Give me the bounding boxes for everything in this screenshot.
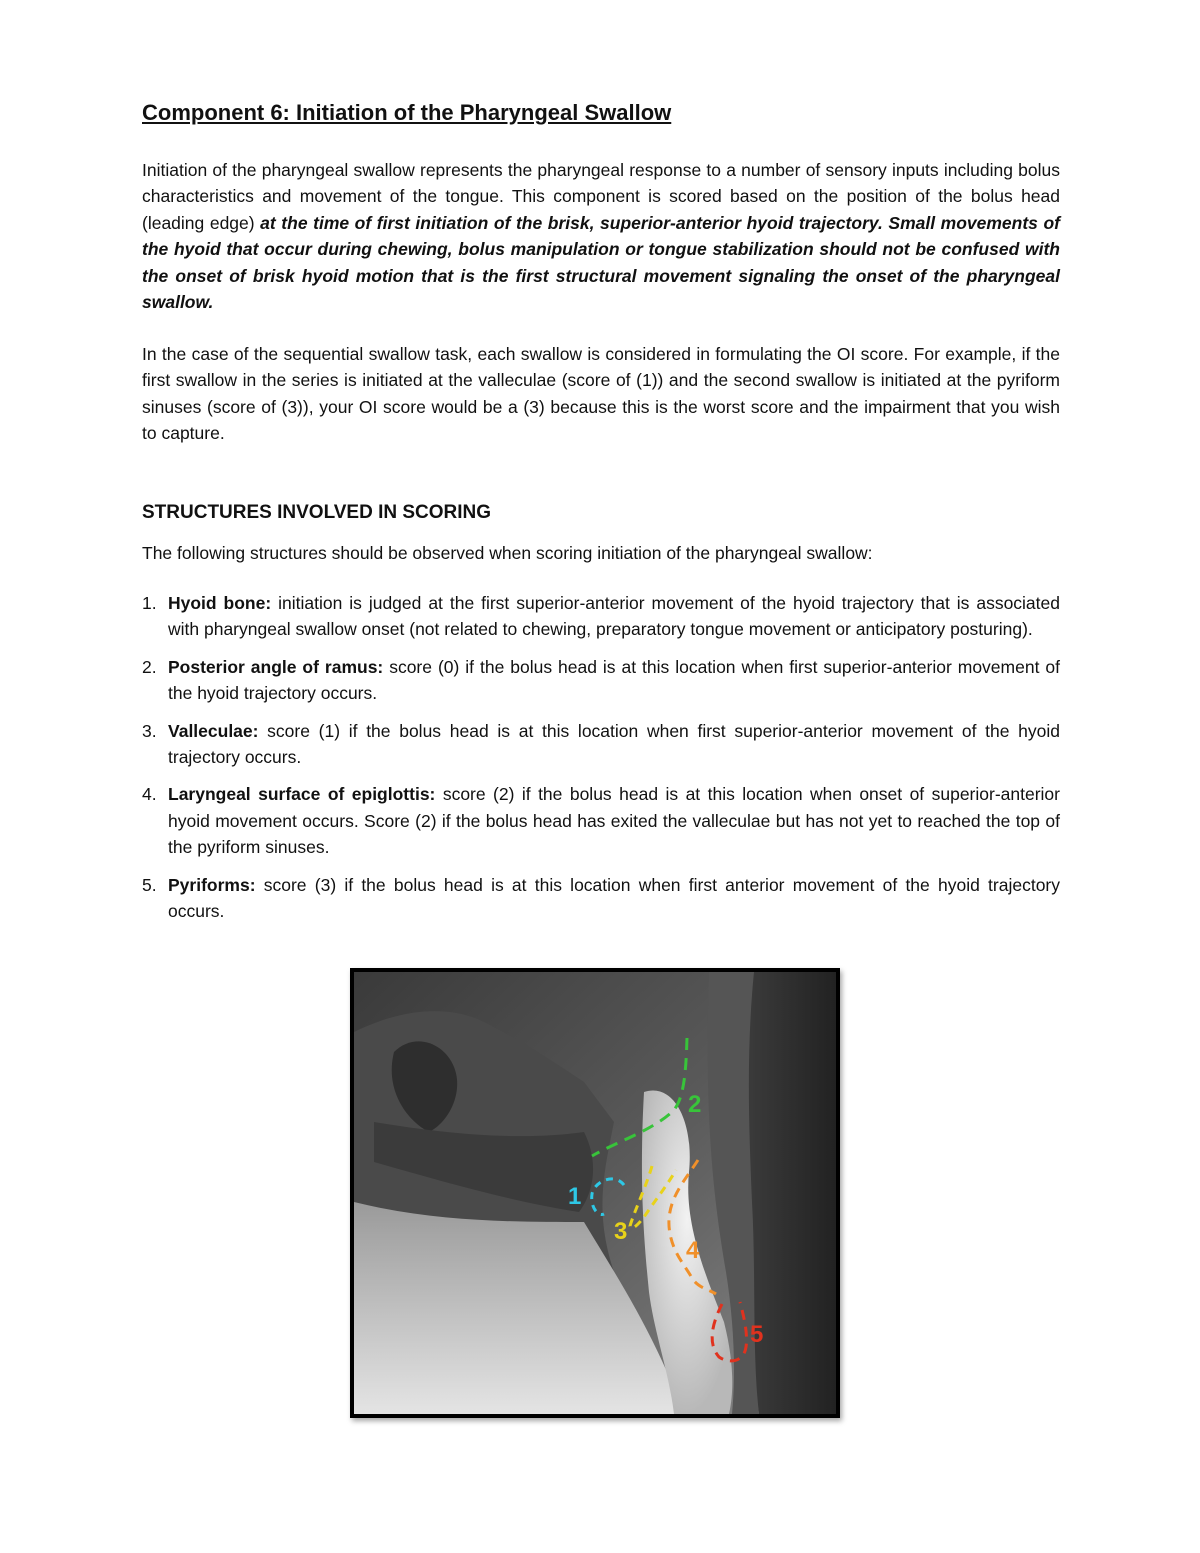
- figure-label-5: 5: [750, 1321, 764, 1348]
- list-text: score (0) if the bolus head is at this location when first superior-anterior movement of the hyoid trajectory occurs.: [168, 656, 1060, 704]
- list-term: Pyriforms:: [168, 874, 256, 895]
- sequential-paragraph: In the case of the sequential swallow task, each swallow is considered in formulating the OI score. For example, if the first swallow in the series is initiated at the valleculae (score of (1)) and the second swallow is initiated at the pyriform sinuses (score of (3)), your OI score would be a (3) because this is the worst score and the impairment that you wish to capture.: [142, 344, 1060, 444]
- figure-label-1: 1: [568, 1183, 582, 1210]
- intro-text: Initiation of the pharyngeal swallow represents the pharyngeal response to a number of sensory inputs including bolus characteristics and movement of the tongue. This component is scored based on the position of the bolus head (leading edge): [142, 160, 1060, 233]
- figure-label-3: 3: [614, 1218, 628, 1245]
- figure-label-2: 2: [688, 1091, 702, 1118]
- list-text: score (2) if the bolus head is at this location when onset of superior-anterior hyoid movement occurs. Score (2) if the bolus head has exited the valleculae but has not yet to reached the top of the pyriform sinuses.: [168, 784, 1060, 858]
- section-heading: STRUCTURES INVOLVED IN SCORING: [142, 502, 492, 523]
- structures-list: [142, 590, 1060, 935]
- figure-label-4: 4: [686, 1237, 700, 1264]
- xray-image: [354, 972, 836, 1414]
- list-number: 4.: [142, 784, 157, 805]
- list-term: Valleculae:: [168, 720, 259, 741]
- list-number: 1.: [142, 593, 157, 613]
- list-item: [142, 590, 1060, 643]
- list-item: [142, 781, 1060, 860]
- list-number: 5.: [142, 874, 157, 895]
- xray-figure: [350, 968, 840, 1418]
- list-term: Posterior angle of ramus:: [168, 656, 384, 677]
- list-item: [142, 654, 1060, 707]
- section-intro: The following structures should be observed when scoring initiation of the pharyngeal swallow:: [142, 543, 873, 563]
- list-text: initiation is judged at the first superior-anterior movement of the hyoid trajectory that is associated with pharyngeal swallow onset (not related to chewing, preparatory tongue movement or anticipatory posturing).: [168, 593, 1060, 640]
- list-number: 3.: [142, 720, 157, 741]
- list-text: score (1) if the bolus head is at this location when first superior-anterior movement of the hyoid trajectory occurs.: [168, 720, 1060, 768]
- list-term: Hyoid bone:: [168, 593, 272, 613]
- list-item: [142, 718, 1060, 771]
- list-item: [142, 872, 1060, 925]
- list-text: score (3) if the bolus head is at this location when first anterior movement of the hyoid trajectory occurs.: [168, 874, 1060, 922]
- intro-emphasis: at the time of first initiation of the brisk, superior-anterior hyoid trajectory. Small movements of the hyoid that occur during chewing, bolus manipulation or tongue stabilization should not be confused with the onset of brisk hyoid motion that is the first structural movement signaling the onset of the pharyngeal swallow.: [142, 212, 1060, 313]
- list-term: Laryngeal surface of epiglottis:: [168, 784, 436, 805]
- intro-paragraph: [142, 157, 1060, 315]
- page-title: Component 6: Initiation of the Pharyngeal Swallow: [142, 100, 672, 125]
- list-number: 2.: [142, 656, 157, 677]
